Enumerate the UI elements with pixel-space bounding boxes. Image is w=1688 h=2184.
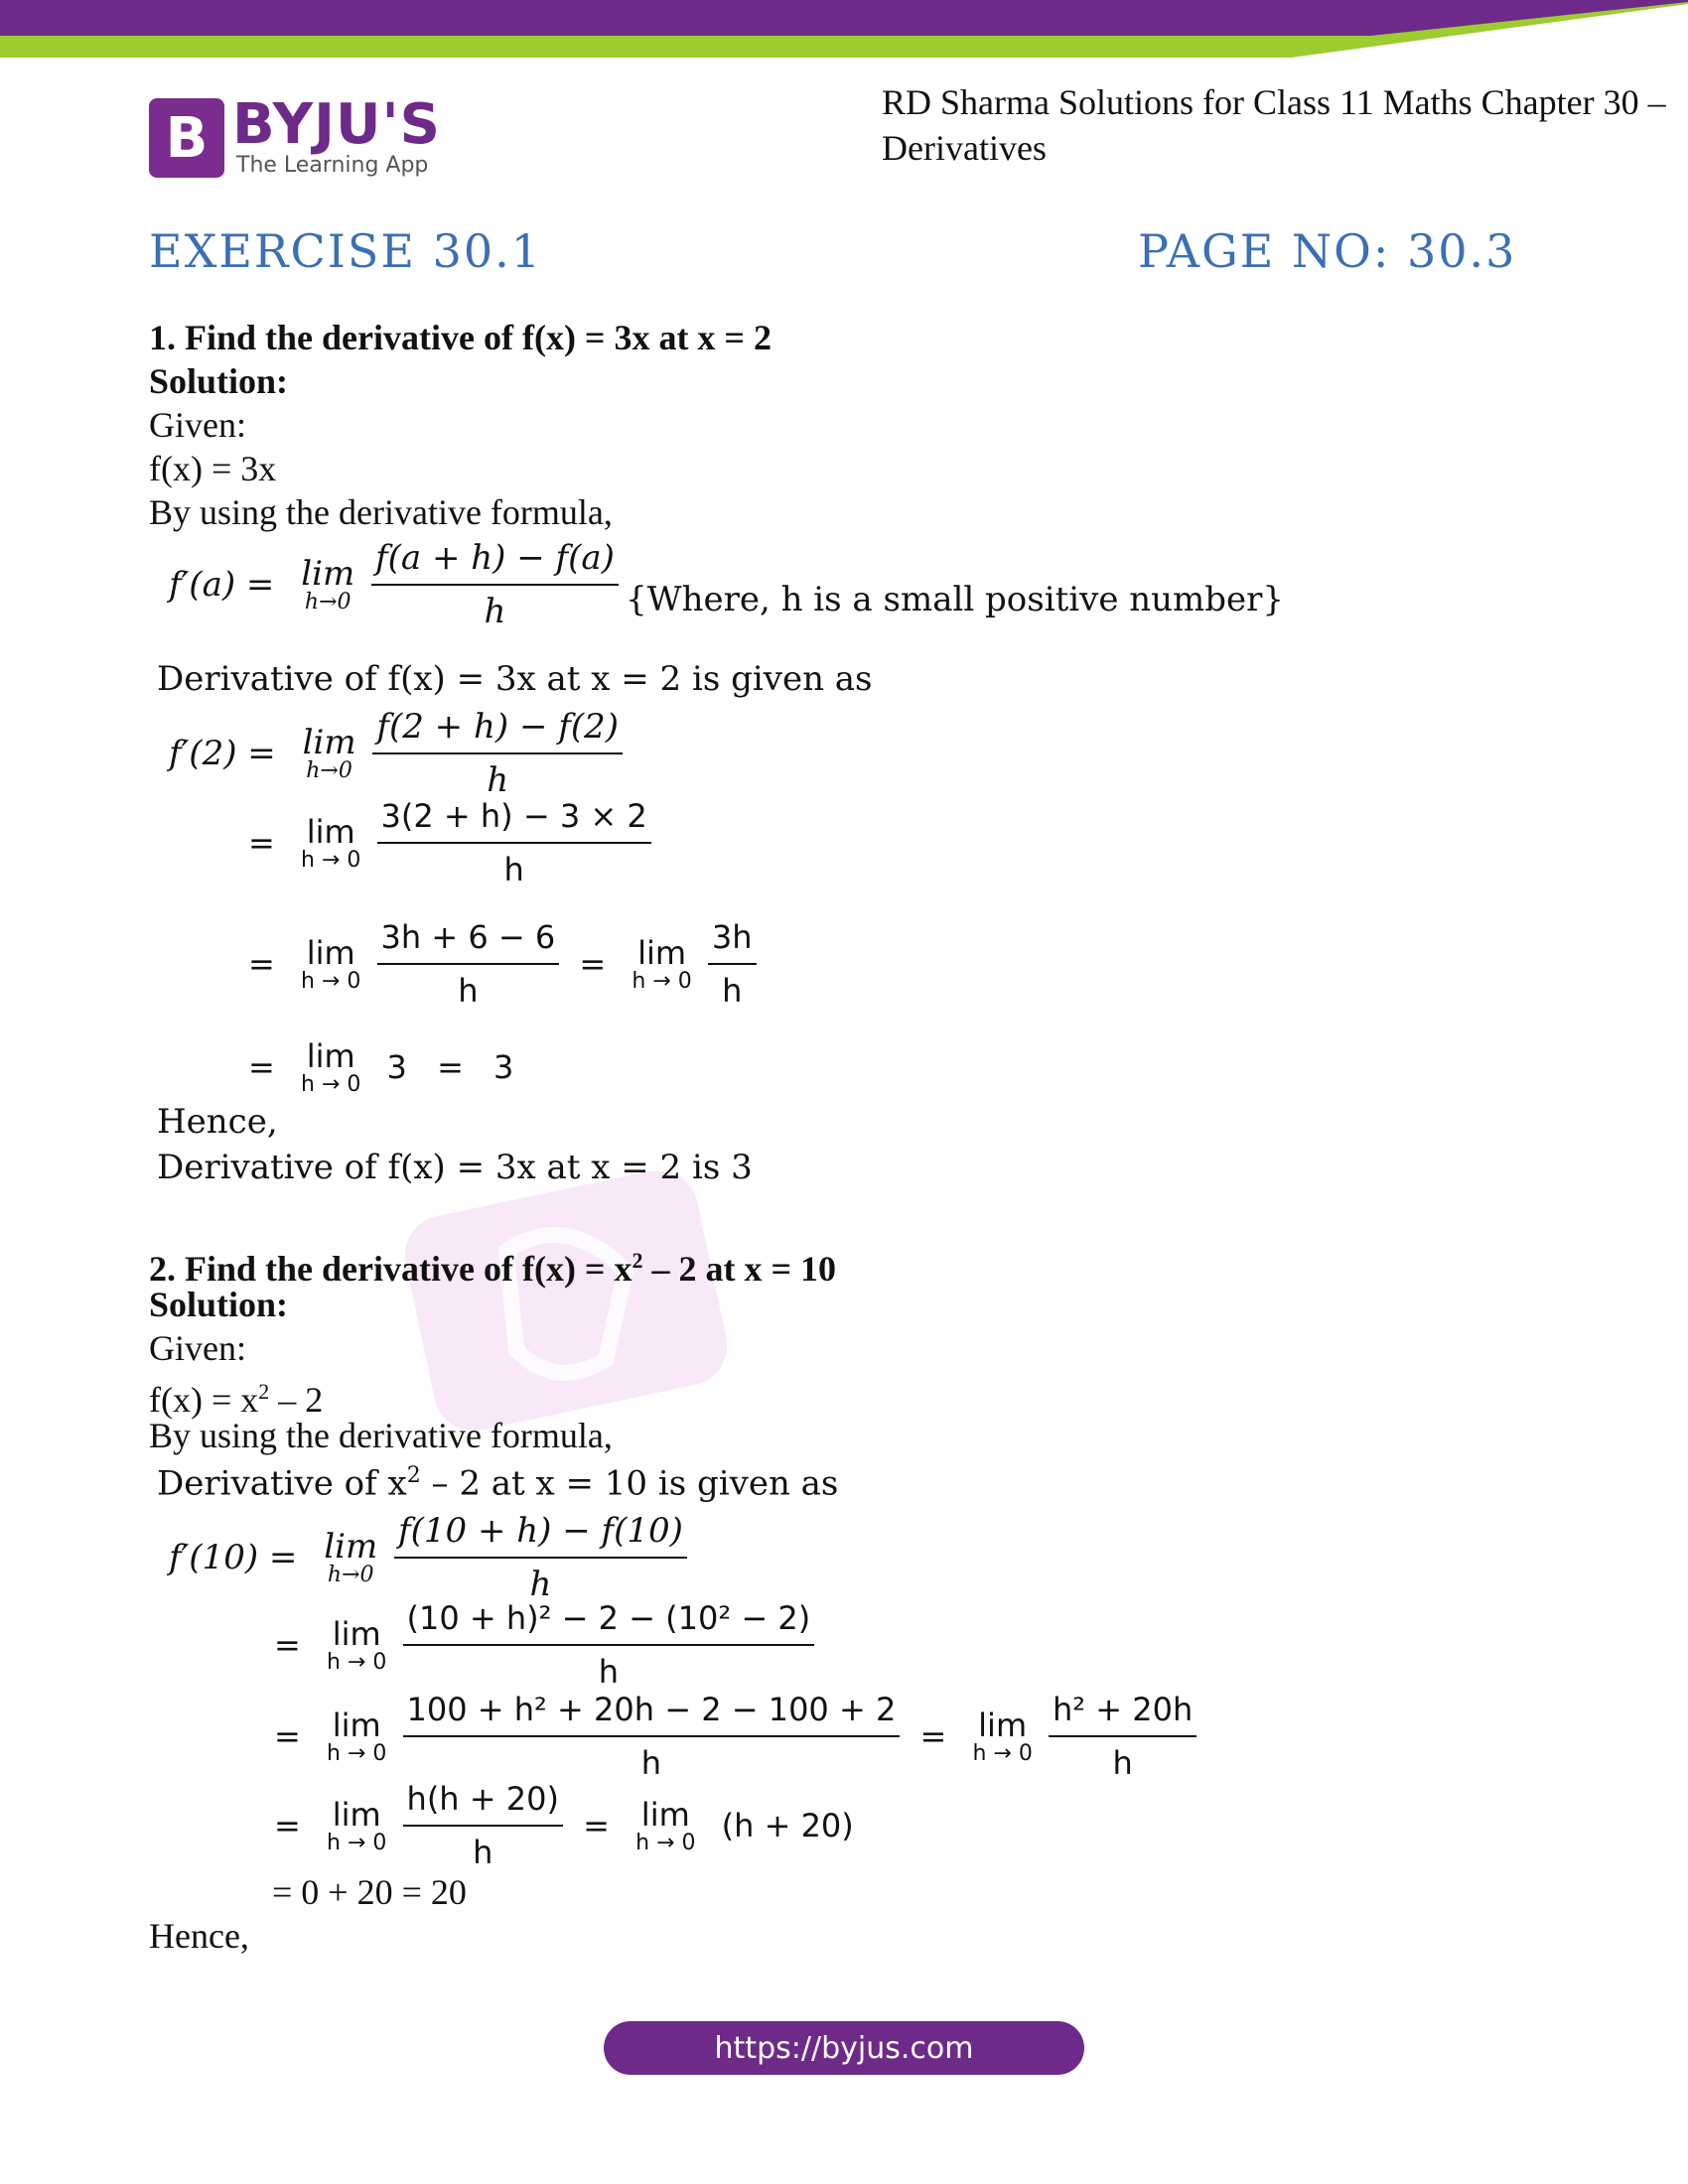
q1-function: f(x) = 3x bbox=[149, 449, 277, 488]
lim-subscript: h → 0 bbox=[300, 848, 361, 873]
q1-given-label: Given: bbox=[149, 405, 246, 445]
q1-where-note: {Where, h is a small positive number} bbox=[626, 580, 1285, 619]
q1-solution-label: Solution: bbox=[149, 361, 289, 401]
document-title: RD Sharma Solutions for Class 11 Maths Chapter 30 – Derivatives bbox=[882, 82, 1666, 168]
equals-sign: = bbox=[248, 824, 275, 862]
equals-sign: = bbox=[248, 1048, 275, 1086]
formula-denominator: h bbox=[484, 592, 506, 631]
lim-subscript: h→0 bbox=[306, 758, 352, 783]
equals-sign: = bbox=[274, 1717, 301, 1755]
step3-denominator: h bbox=[640, 1744, 662, 1782]
step1-numerator: f(2 + h) − f(2) bbox=[372, 701, 623, 754]
lim-text: lim bbox=[306, 934, 355, 972]
q1-hence: Hence, bbox=[157, 1102, 278, 1142]
footer-url-link[interactable]: https://byjus.com bbox=[604, 2021, 1084, 2075]
q2-solution-label: Solution: bbox=[149, 1285, 289, 1324]
step4-result: 3 bbox=[493, 1048, 514, 1086]
equals-sign: = bbox=[579, 945, 607, 983]
step1-lhs: f′(2) = bbox=[169, 734, 276, 773]
lim-text: lim bbox=[306, 1037, 355, 1075]
logo-watermark bbox=[377, 1171, 755, 1430]
step1-denominator: h bbox=[487, 760, 509, 800]
equals-sign: = bbox=[274, 1807, 301, 1844]
top-banner bbox=[0, 0, 1688, 60]
q2-function: $f(x) = x^2 - 2$ bbox=[149, 1379, 324, 1420]
equals-sign: = bbox=[437, 1048, 464, 1086]
step3-numerator: 3h + 6 − 6 bbox=[377, 911, 560, 965]
lim-subscript: h → 0 bbox=[326, 1741, 387, 1766]
q1-step-4 bbox=[238, 1038, 523, 1096]
q2-hence: Hence, bbox=[149, 1916, 249, 1956]
lim-subscript: h → 0 bbox=[635, 1831, 696, 1855]
formula-numerator: f(a + h) − f(a) bbox=[371, 532, 619, 586]
lim-text: lim bbox=[324, 1527, 378, 1567]
lim-subscript: h → 0 bbox=[326, 1831, 387, 1855]
step3b-numerator: 3h bbox=[708, 911, 757, 965]
step4-numerator: h(h + 20) bbox=[403, 1773, 563, 1827]
step3b-denominator: h bbox=[722, 972, 743, 1010]
step3-numerator: 100 + h² + 20h − 2 − 100 + 2 bbox=[403, 1684, 901, 1737]
question-2: 2. Find the derivative of $f(x) = x^2 - 2$ at x = 10 bbox=[149, 1248, 836, 1289]
byjus-logo bbox=[149, 92, 441, 179]
step2-numerator: 3(2 + h) − 3 × 2 bbox=[377, 790, 651, 844]
q2-formula-intro: By using the derivative formula, bbox=[149, 1416, 613, 1455]
lim-subscript: h → 0 bbox=[632, 969, 692, 994]
q1-derivative-intro: Derivative of f(x) = 3x at x = 2 is given as bbox=[157, 659, 873, 699]
step2-numerator: (10 + h)² − 2 − (10² − 2) bbox=[403, 1592, 815, 1646]
lim-text: lim bbox=[640, 1796, 690, 1834]
step1-denominator: h bbox=[529, 1565, 552, 1604]
step3b-numerator: h² + 20h bbox=[1049, 1684, 1196, 1737]
lim-text: lim bbox=[301, 554, 355, 594]
q2-step-4 bbox=[264, 1773, 864, 1878]
equals-sign: = bbox=[248, 945, 275, 983]
q2-step-5: = 0 + 20 = 20 bbox=[272, 1872, 467, 1912]
q1-conclusion: Derivative of f(x) = 3x at x = 2 is 3 bbox=[157, 1148, 753, 1187]
formula-lhs: f′(a) = bbox=[169, 565, 275, 605]
q2-given-label: Given: bbox=[149, 1328, 246, 1368]
logo-mark: B bbox=[149, 98, 224, 178]
lim-subscript: h → 0 bbox=[326, 1650, 387, 1675]
step1-lhs: f′(10) = bbox=[169, 1538, 298, 1577]
logo-tagline: The Learning App bbox=[236, 153, 429, 178]
page-number-label: PAGE NO: 30.3 bbox=[1138, 224, 1517, 278]
lim-subscript: h→0 bbox=[327, 1563, 374, 1587]
lim-subscript: h→0 bbox=[304, 590, 352, 614]
lim-text: lim bbox=[302, 723, 356, 762]
lim-text: lim bbox=[332, 1796, 381, 1834]
logo-name: BYJU'S bbox=[232, 92, 441, 157]
lim-text: lim bbox=[306, 813, 355, 851]
q1-formula-intro: By using the derivative formula, bbox=[149, 492, 613, 532]
equals-sign: = bbox=[583, 1807, 610, 1844]
lim-text: lim bbox=[637, 934, 687, 972]
step1-numerator: f(10 + h) − f(10) bbox=[394, 1505, 687, 1559]
lim-subscript: h → 0 bbox=[300, 1072, 361, 1097]
lim-subscript: h → 0 bbox=[972, 1741, 1033, 1766]
question-1: 1. Find the derivative of f(x) = 3x at x = 2 bbox=[149, 318, 772, 357]
q1-derivative-formula bbox=[159, 532, 619, 637]
lim-text: lim bbox=[332, 1615, 381, 1653]
step4b-expression: (h + 20) bbox=[721, 1807, 854, 1844]
step2-denominator: h bbox=[503, 851, 524, 888]
step4-expression: 3 bbox=[386, 1048, 407, 1086]
equals-sign: = bbox=[274, 1626, 301, 1664]
lim-text: lim bbox=[978, 1706, 1028, 1744]
lim-subscript: h → 0 bbox=[300, 969, 361, 994]
q1-step-2 bbox=[238, 790, 651, 895]
exercise-label: EXERCISE 30.1 bbox=[149, 224, 543, 278]
q2-step-2 bbox=[264, 1592, 814, 1698]
q1-step-3 bbox=[238, 911, 757, 1017]
q2-derivative-intro: Derivative of $x^2 - 2$ at x = 10 is given as bbox=[157, 1463, 839, 1504]
lim-text: lim bbox=[332, 1706, 381, 1744]
step2-denominator: h bbox=[598, 1653, 619, 1691]
step4-denominator: h bbox=[473, 1834, 493, 1871]
step3b-denominator: h bbox=[1112, 1744, 1133, 1782]
equals-sign: = bbox=[919, 1717, 947, 1755]
step3-denominator: h bbox=[458, 972, 479, 1010]
